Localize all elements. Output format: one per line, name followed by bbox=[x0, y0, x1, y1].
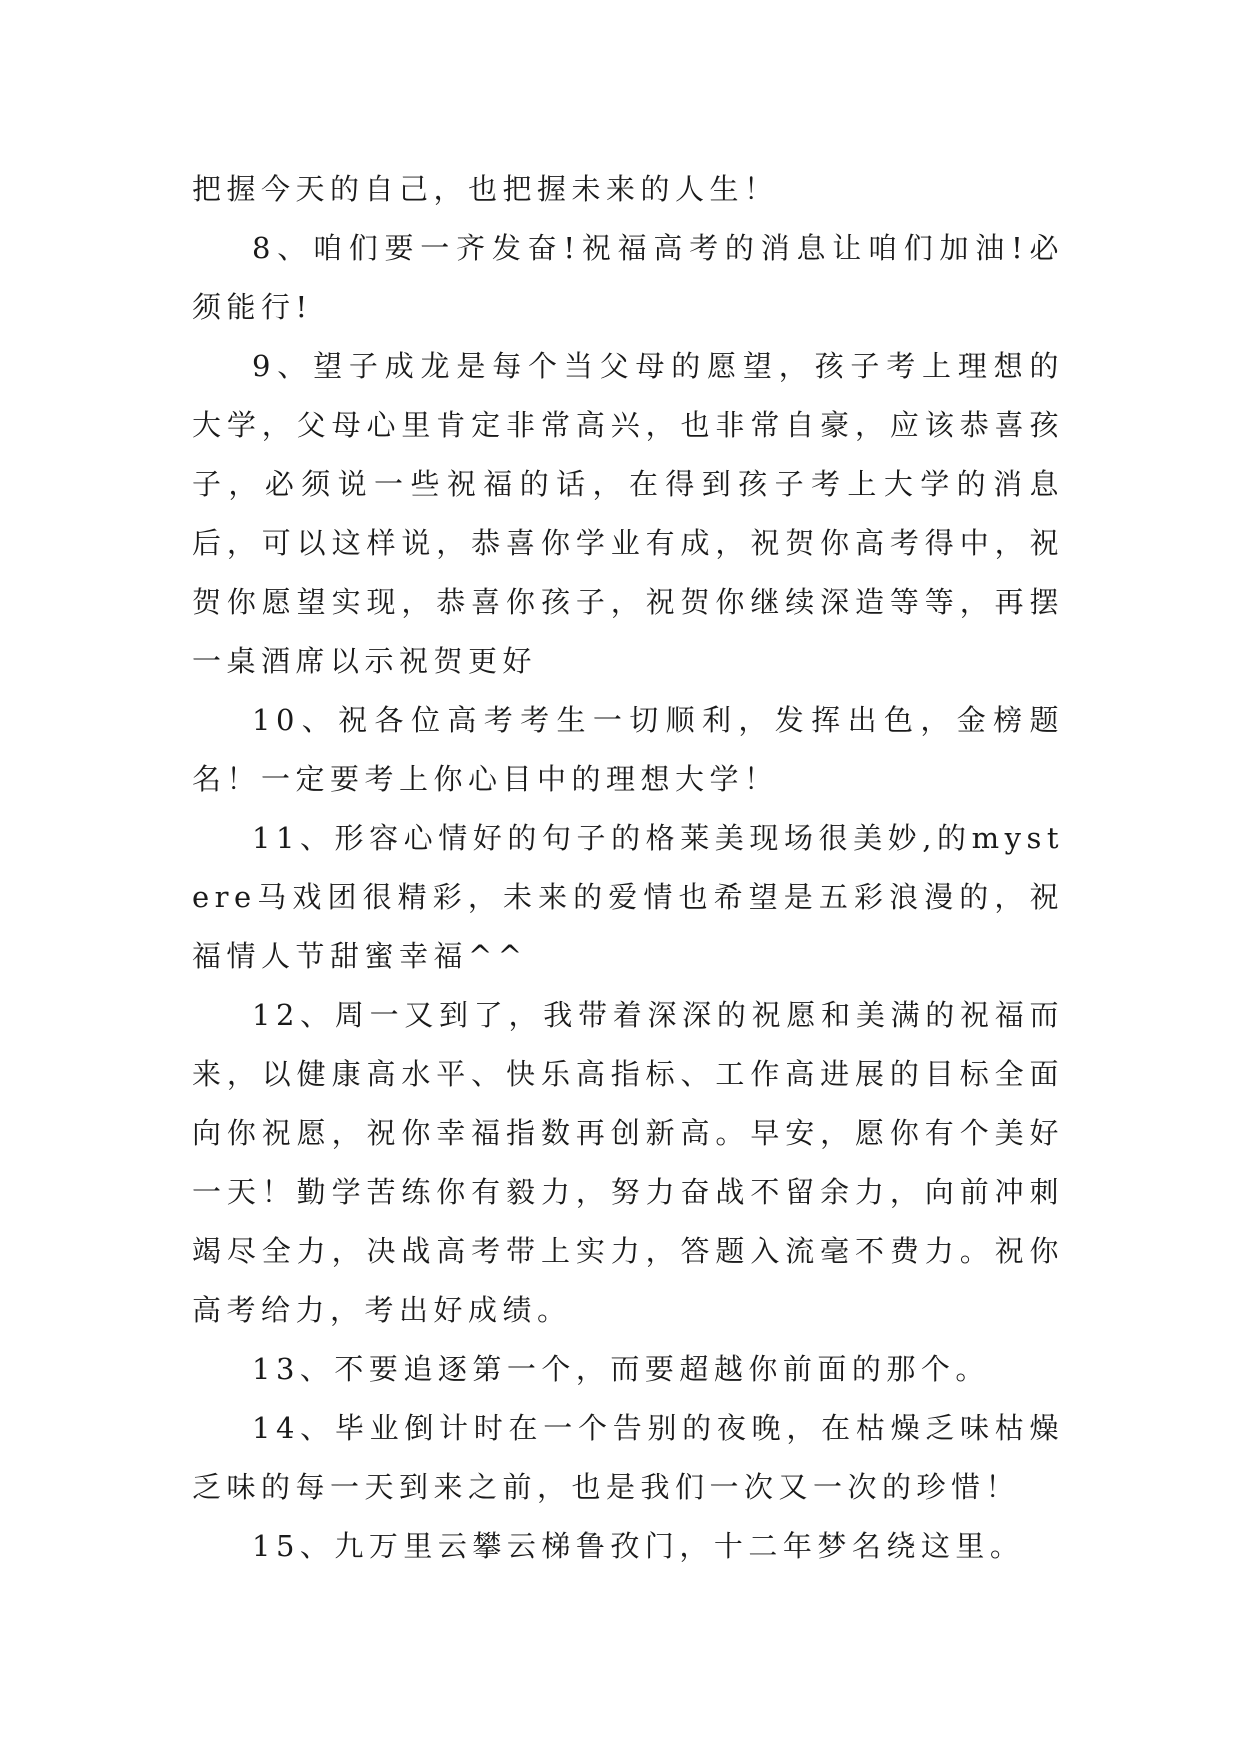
paragraph-item-10: 10、祝各位高考考生一切顺利，发挥出色，金榜题名！一定要考上你心目中的理想大学！ bbox=[192, 703, 1064, 796]
paragraph-item-13: 13、不要追逐第一个，而要超越你前面的那个。 bbox=[252, 1352, 990, 1386]
paragraph-item-12: 12、周一又到了，我带着深深的祝愿和美满的祝福而来，以健康高水平、快乐高指标、工作高进展的目标全面向你祝愿，祝你幸福指数再创新高。早安，愿你有个美好一天！勤学苦练你有毅力，努力奋战不留余力，向前冲刺竭尽全力，决战高考带上实力，答题入流毫不费力。祝你高考给力，考出好成绩。 bbox=[192, 998, 1064, 1327]
paragraph-item-11: 11、形容心情好的句子的格莱美现场很美妙,的mystere马戏团很精彩，未来的爱情也希望是五彩浪漫的，祝福情人节甜蜜幸福^^ bbox=[192, 821, 1064, 973]
paragraph-continuation: 把握今天的自己，也把握未来的人生！ bbox=[192, 172, 779, 206]
paragraph-item-15: 15、九万里云攀云梯鲁孜门，十二年梦名绕这里。 bbox=[252, 1529, 1025, 1563]
paragraph-item-9: 9、望子成龙是每个当父母的愿望，孩子考上理想的大学，父母心里肯定非常高兴，也非常自豪，应该恭喜孩子，必须说一些祝福的话，在得到孩子考上大学的消息后，可以这样说，恭喜你学业有成，祝贺你高考得中，祝贺你愿望实现，恭喜你孩子，祝贺你继续深造等等，再摆一桌酒席以示祝贺更好 bbox=[192, 349, 1064, 678]
paragraph-item-14: 14、毕业倒计时在一个告别的夜晚，在枯燥乏味枯燥乏味的每一天到来之前，也是我们一次又一次的珍惜！ bbox=[192, 1411, 1064, 1504]
document-body bbox=[192, 160, 1064, 1576]
paragraph-item-8: 8、咱们要一齐发奋!祝福高考的消息让咱们加油!必须能行! bbox=[192, 231, 1064, 324]
